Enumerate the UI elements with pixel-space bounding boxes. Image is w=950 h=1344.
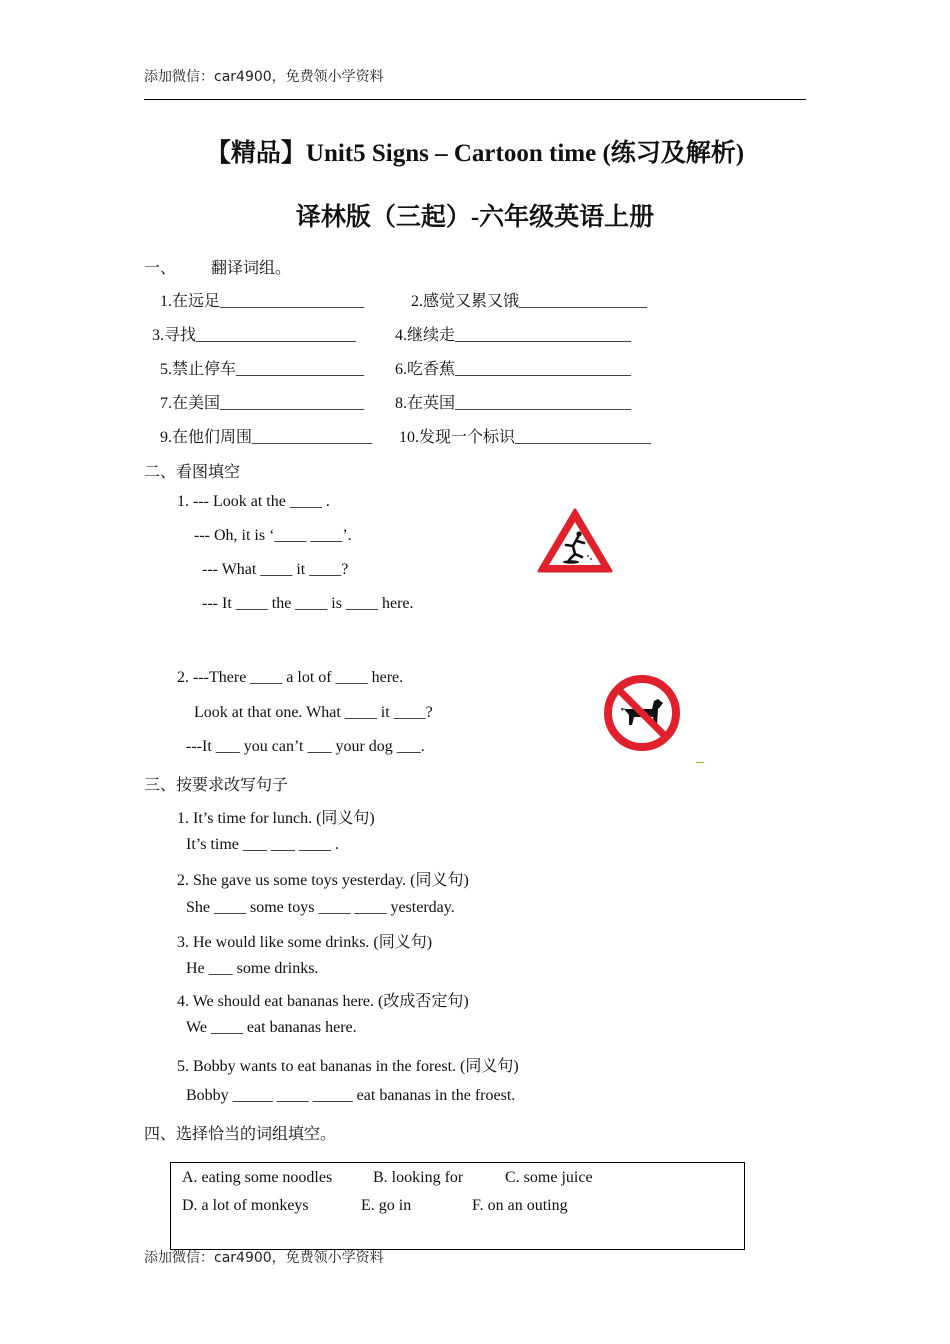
word-bank-option-c: C. some juice xyxy=(505,1169,593,1186)
s3-line-10: Bobby _____ ____ _____ eat bananas in the froest. xyxy=(186,1087,516,1104)
s1-item-6: 6.吃香蕉______________________ xyxy=(395,361,632,378)
s1-item-5: 5.禁止停车________________ xyxy=(160,361,365,378)
section2-heading: 二、看图填空 xyxy=(144,464,241,481)
s2-q1-line2: --- Oh, it is ‘____ ____’. xyxy=(194,527,352,544)
s3-line-2: It’s time ___ ___ ____ . xyxy=(186,836,339,853)
s1-item-4: 4.继续走______________________ xyxy=(395,327,632,344)
s2-q2-line2: Look at that one. What ____ it ____? xyxy=(194,704,433,721)
page-subtitle: 译林版（三起）-六年级英语上册 xyxy=(295,204,655,231)
section4-heading: 四、选择恰当的词组填空。 xyxy=(144,1126,337,1143)
header-note: 添加微信：car4900，免费领小学资料 xyxy=(144,69,384,85)
s2-q2-line3: ---It ___ you can’t ___ your dog ___. xyxy=(186,738,425,755)
s3-line-3: 2. She gave us some toys yesterday. (同义句) xyxy=(177,872,469,889)
word-bank-option-d: D. a lot of monkeys xyxy=(182,1197,309,1214)
stray-mark xyxy=(696,762,704,763)
s1-item-10: 10.发现一个标识_________________ xyxy=(399,429,652,446)
s3-line-9: 5. Bobby wants to eat bananas in the forest. (同义句) xyxy=(177,1058,519,1075)
s3-line-4: She ____ some toys ____ ____ yesterday. xyxy=(186,899,455,916)
s2-q2-line1: 2. ---There ____ a lot of ____ here. xyxy=(177,669,404,686)
s1-item-8: 8.在英国______________________ xyxy=(395,395,632,412)
s1-item-9: 9.在他们周围_______________ xyxy=(160,429,373,446)
s1-item-3: 3.寻找____________________ xyxy=(152,327,357,344)
word-bank-option-e: E. go in xyxy=(361,1197,412,1214)
header-rule xyxy=(144,99,806,100)
word-bank-option-a: A. eating some noodles xyxy=(182,1169,333,1186)
s3-line-6: He ___ some drinks. xyxy=(186,960,319,977)
s3-line-1: 1. It’s time for lunch. (同义句) xyxy=(177,810,375,827)
footer-note: 添加微信：car4900，免费领小学资料 xyxy=(144,1250,384,1266)
section1-heading: 翻译词组。 xyxy=(211,260,292,277)
s1-item-2: 2.感觉又累又饿________________ xyxy=(411,293,648,310)
section1-number: 一、 xyxy=(144,260,177,277)
s3-line-8: We ____ eat bananas here. xyxy=(186,1019,357,1036)
s3-line-5: 3. He would like some drinks. (同义句) xyxy=(177,934,433,951)
section3-heading: 三、按要求改写句子 xyxy=(144,777,289,794)
word-bank-option-b: B. looking for xyxy=(373,1169,464,1186)
s3-line-7: 4. We should eat bananas here. (改成否定句) xyxy=(177,993,469,1010)
word-bank-option-f: F. on an outing xyxy=(472,1197,568,1214)
page-title: 【精品】Unit5 Signs – Cartoon time (练习及解析) xyxy=(205,140,745,167)
s2-q1-line4: --- It ____ the ____ is ____ here. xyxy=(202,595,414,612)
no-dogs-sign-icon xyxy=(602,673,682,753)
s2-q1-line1: 1. --- Look at the ____ . xyxy=(177,493,330,510)
s1-item-7: 7.在美国__________________ xyxy=(160,395,365,412)
s1-item-1: 1.在远足__________________ xyxy=(160,293,365,310)
s2-q1-line3: --- What ____ it ____? xyxy=(202,561,349,578)
wet-floor-sign-icon xyxy=(535,505,615,575)
